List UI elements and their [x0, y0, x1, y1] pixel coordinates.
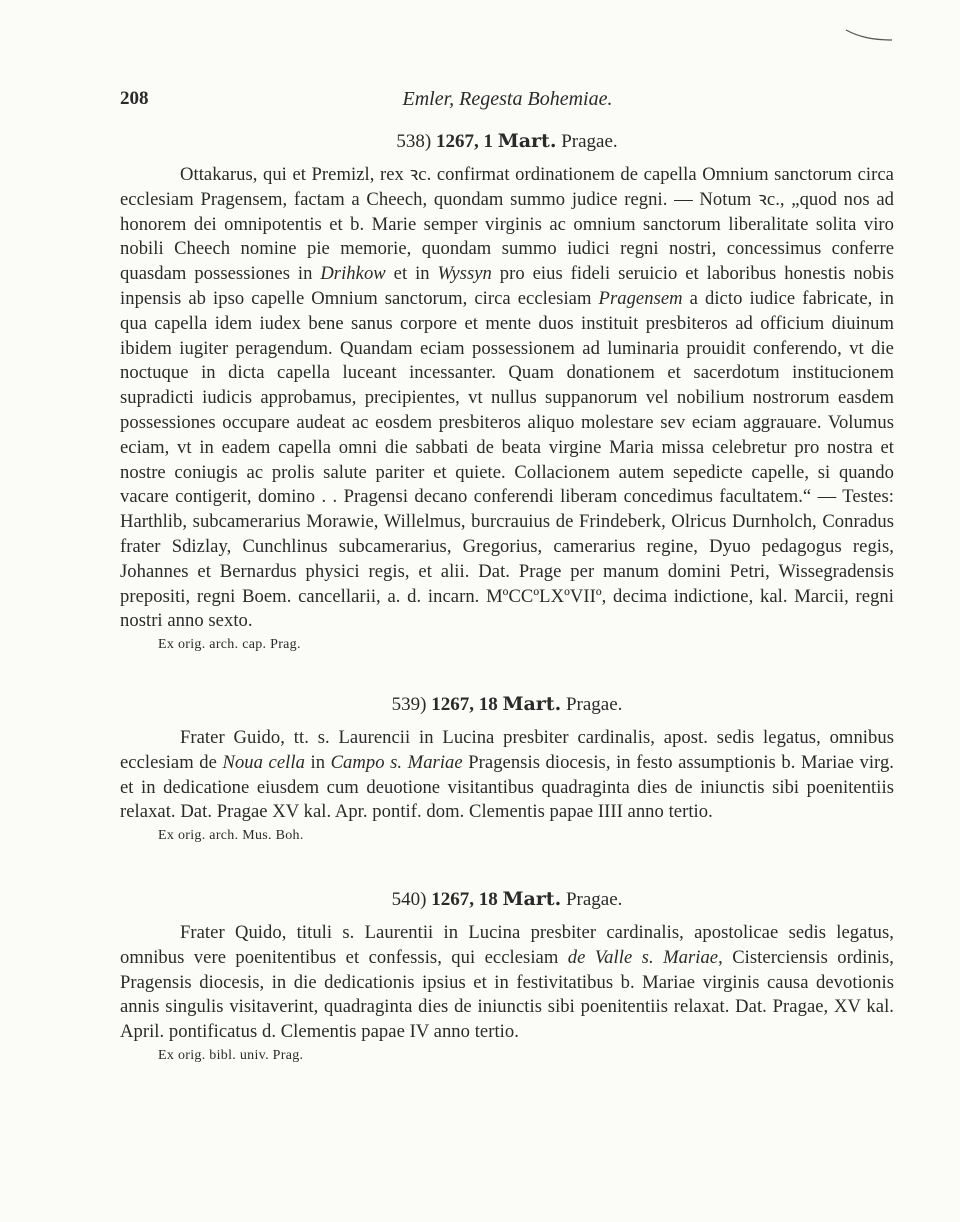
entry-body: Ottakarus, qui et Premizl, rex ꝛc. confirmat ordinationem de capella Omnium sanctorum circa ecclesiam Pragensem, factam a Cheech, quondam summo judice regni. — Notum ꝛc., „quod nos ad honorem dei omnipotentis et b. Marie semper virginis ac omnium sanctorum liberalitate solita viro nobili Cheech nomine pie memorie, quondam summo iudici regni nostri, concessimus conferre quasdam possessiones in Drihkow et in Wyssyn pro eius fideli seruicio et laboribus honestis nobis inpensis ab ipso capelle Omnium sanctorum, circa ecclesiam Pragensem a dicto iudice fabricate, in qua capella idem iudex bene sanus corpore et mente duos instituit presbiteros ad officium diuinum ibidem iugiter peragendum. Quandam eciam possessionem ad luminaria prouidit conferendo, vt die noctuque in dicta capella luceant incessanter. Quam donationem et sacerdotum institucionem supradicti iudicis approbamus, precipientes, vt nullus suppanorum vel nobilium nostrorum easdem possessiones occupare audeat ac eosdem presbiteros aliquo molestare sev eciam aggrauare. Volumus eciam, vt in eadem capella omni die sabbati de beata virgine Maria missa celebretur pro nostra et nostre coniugis ac prolis salute pariter et quiete. Collacionem autem sepedicte capelle, si quando vacare contigerit, domino . . Pragensi decano conferendi liberam concedimus facultatem.“ — Testes: Harthlib, subcamerarius Morawie, Willelmus, burcrauius de Frindeberk, Olricus Durnholch, Conradus frater Sdizlay, Cunchlinus subcamerarius, Gregorius, camerarius regine, Dyuo pedagogus regis, Johannes et Bernardus physici regis, et alii. Dat. Prage per manum domini Petri, Wissegradensis prepositi, regni Boem. cancellarii, a. d. incarn. MºCCºLXºVIIº, decima indictione, kal. Marcii, regni nostri anno sexto. — [120, 164, 894, 632]
entry-place: Pragae. — [565, 694, 623, 715]
place-name-campo-s-mariae: Campo s. Mariae — [330, 751, 463, 773]
entry-number: 538) — [396, 131, 432, 152]
regesta-entry-540 — [120, 888, 894, 1064]
regesta-entry-538 — [120, 130, 894, 653]
source-note: Ex orig. bibl. univ. Prag. — [158, 1047, 304, 1063]
entry-date: 1267, 18 — [431, 694, 498, 715]
source-note: Ex orig. arch. cap. Prag. — [158, 637, 301, 653]
entry-place: Pragae. — [565, 889, 623, 910]
entry-number: 539) — [391, 694, 427, 715]
place-name-pragensem: Pragensem — [598, 287, 683, 309]
entry-heading — [120, 693, 894, 716]
entry-month: Mart. — [502, 693, 562, 715]
place-name-noua-cella: Noua cella — [222, 751, 305, 773]
entry-heading — [120, 130, 894, 153]
entry-date: 1267, 18 — [431, 889, 498, 910]
regesta-entry-539 — [120, 693, 894, 844]
entry-heading — [120, 888, 894, 911]
entry-month: Mart. — [502, 888, 562, 910]
page-header — [120, 88, 895, 118]
entry-date: 1267, 1 — [435, 131, 493, 152]
page-number: 208 — [120, 88, 149, 109]
entry-body: Frater Guido, tt. s. Laurencii in Lucina presbiter cardinalis, apost. sedis legatus, omnibus ecclesiam de Noua cella in Campo s. Mariae Pragensis diocesis, in festo assumptionis b. Mariae virg. et in dedicatione eiusdem cum deuotione visitantibus quadraginta dies de iniunctis sibi poenitentiis relaxat. Dat. Pragae XV kal. Apr. pontif. dom. Clementis papae IIII anno tertio. — [120, 727, 895, 823]
entry-month: Mart. — [497, 130, 557, 152]
stray-pen-mark — [845, 28, 893, 42]
entry-number: 540) — [391, 889, 427, 910]
place-name-wyssyn: Wyssyn — [437, 263, 492, 285]
source-note: Ex orig. arch. Mus. Boh. — [158, 828, 304, 844]
running-title: Emler, Regesta Bohemiae. — [402, 88, 613, 110]
entry-place: Pragae. — [561, 131, 618, 152]
entry-body: Frater Quido, tituli s. Laurentii in Lucina presbiter cardinalis, apostolicae sedis legatus, omnibus vere poenitentibus et confessis, qui ecclesiam de Valle s. Mariae, Cisterciensis ordinis, Pragensis diocesis, in die dedicationis ipsius et in festivitatibus b. Mariae virginis causa devotionis annis singulis visitaverint, quadraginta dies de iniunctis sibi poenitentiis relaxat. Dat. Pragae, XV kal. April. pontificatus d. Clementis papae IV anno tertio. — [120, 922, 894, 1043]
place-name-de-valle-s-mariae: de Valle s. Mariae — [567, 946, 719, 968]
place-name-drihkow: Drihkow — [320, 263, 386, 285]
